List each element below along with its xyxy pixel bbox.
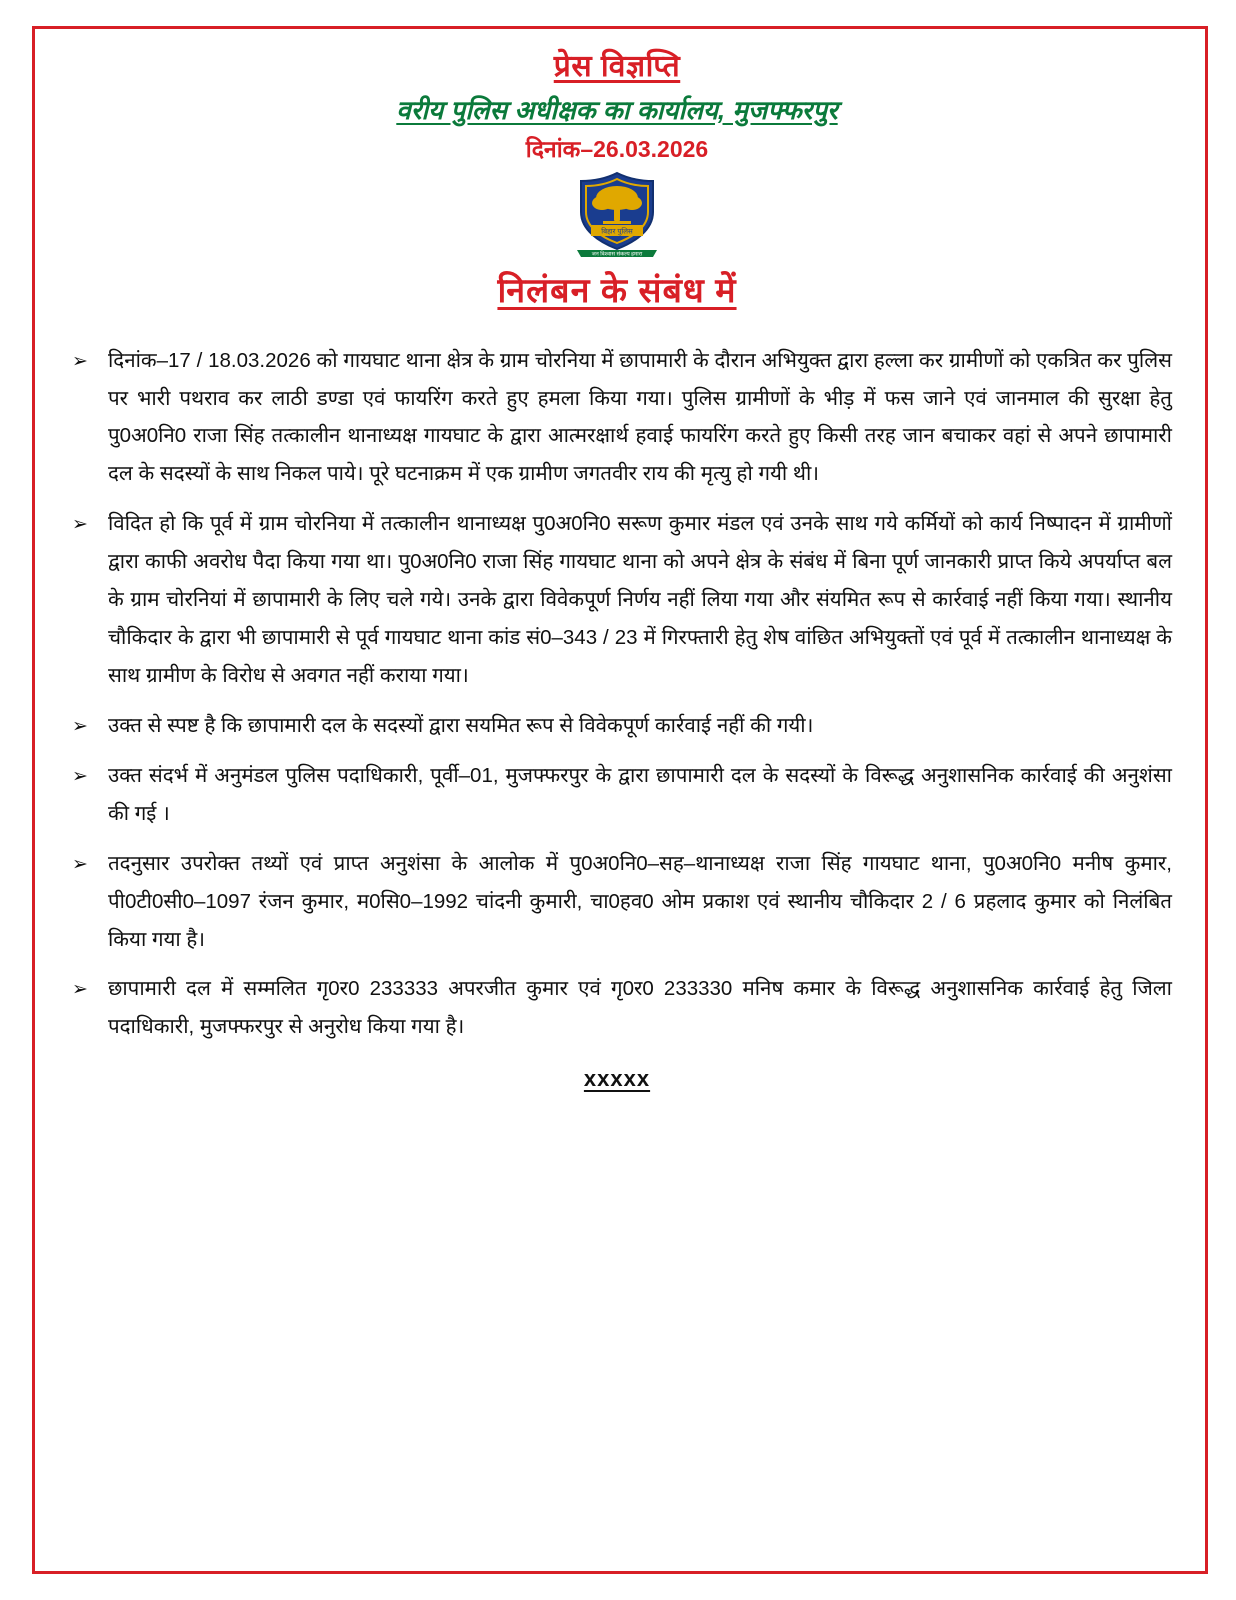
bihar-police-emblem bbox=[62, 170, 1172, 258]
emblem-icon bbox=[569, 170, 665, 258]
document-content bbox=[62, 48, 1172, 1092]
document-title: प्रेस विज्ञप्ति bbox=[553, 50, 681, 83]
paragraph-text: छापामारी दल में सम्मलित गृ0र0 233333 अपरजीत कुमार एवं गृ0र0 233330 मनिष कमार के विरूद्ध अनुशासनिक कार्रवाई हेतु जिला पदाधिकारी, मुजफ्फरपुर से अनुरोध किया गया है। bbox=[108, 977, 1172, 1039]
list-item bbox=[62, 342, 1172, 494]
list-item bbox=[62, 970, 1172, 1046]
paragraph-text: विदित हो कि पूर्व में ग्राम चोरनिया में तत्कालीन थानाध्यक्ष पु0अ0नि0 सरूण कुमार मंडल एवं उनके साथ गये कर्मियों को कार्य निष्पादन में ग्रामीणों द्वारा काफी अवरोध पैदा किया गया था। पु0अ0नि0 राजा सिंह गायघाट थाना को अपने क्षेत्र के संबंध में बिना पूर्ण जानकारी प्राप्त किये अपर्याप्त बल के ग्राम चोरनियां में छापामारी के लिए चले गये। उनके द्वारा विवेकपूर्ण निर्णय नहीं लिया गया और संयमित रूप से कार्रवाई नहीं किया गया। स्थानीय चौकिदार के द्वारा भी छापामारी से पूर्व गायघाट थाना कांड सं0–343 / 23 में गिरफ्तारी हेतु शेष वांछित अभियुक्तों एवं पूर्व में तत्कालीन थानाध्यक्ष के साथ ग्रामीण के विरोध से अवगत नहीं कराया गया। bbox=[108, 512, 1172, 687]
emblem-label-text: बिहार पुलिस bbox=[601, 228, 633, 236]
bullet-icon: ➢ bbox=[72, 765, 88, 787]
bullet-icon: ➢ bbox=[72, 350, 88, 372]
footer-mark: xxxxx bbox=[583, 1066, 651, 1092]
list-item bbox=[62, 505, 1172, 695]
paragraph-text: दिनांक–17 / 18.03.2026 को गायघाट थाना क्षेत्र के ग्राम चोरनिया में छापामारी के दौरान अभियुक्त द्वारा हल्ला कर ग्रामीणों को एकत्रित कर पुलिस पर भारी पथराव कर लाठी डण्डा एवं फायरिंग करते हुए हमला किया गया। पुलिस ग्रामीणों के भीड़ में फस जाने एवं जानमाल की सुरक्षा हेतु पु0अ0नि0 राजा सिंह तत्कालीन थानाध्यक्ष गायघाट के द्वारा आत्मरक्षार्थ हवाई फायरिंग करते हुए किसी तरह जान बचाकर वहां से अपने छापामारी दल के सदस्यों के साथ निकल पाये। पूरे घटनाक्रम में एक ग्रामीण जगतवीर राय की मृत्यु हो गयी थी। bbox=[108, 348, 1172, 486]
list-item bbox=[62, 707, 1172, 745]
office-subtitle: वरीय पुलिस अधीक्षक का कार्यालय, मुजफ्फरपुर bbox=[396, 94, 838, 125]
bullet-icon: ➢ bbox=[72, 715, 88, 737]
list-item bbox=[62, 757, 1172, 833]
paragraph-text: उक्त संदर्भ में अनुमंडल पुलिस पदाधिकारी, पूर्वी–01, मुजफ्फरपुर के द्वारा छापामारी दल के सदस्यों के विरूद्ध अनुशासनिक कार्रवाई की अनुशंसा की गई । bbox=[108, 763, 1172, 825]
emblem-motto-text: जन विश्वास संकल्प हमारा bbox=[591, 251, 643, 258]
bullet-icon: ➢ bbox=[72, 514, 88, 536]
document-date: दिनांक–26.03.2026 bbox=[525, 136, 709, 162]
bullet-icon: ➢ bbox=[72, 979, 88, 1001]
paragraph-text: उक्त से स्पष्ट है कि छापामारी दल के सदस्यों द्वारा सयमित रूप से विवेकपूर्ण कार्रवाई नहीं की गयी। bbox=[108, 713, 814, 737]
paragraph-list bbox=[62, 342, 1172, 1047]
paragraph-text: तदनुसार उपरोक्त तथ्यों एवं प्राप्त अनुशंसा के आलोक में पु0अ0नि0–सह–थानाध्यक्ष राजा सिंह गायघाट थाना, पु0अ0नि0 मनीष कुमार, पी0टी0सी0–1097 रंजन कुमार, म0सि0–1992 चांदनी कुमारी, चा0हव0 ओम प्रकाश एवं स्थानीय चौकिदार 2 / 6 प्रहलाद कुमार को निलंबित किया गया है। bbox=[108, 851, 1172, 951]
bullet-icon: ➢ bbox=[72, 853, 88, 875]
subject-heading: निलंबन के संबंध में bbox=[497, 271, 737, 310]
list-item bbox=[62, 845, 1172, 959]
